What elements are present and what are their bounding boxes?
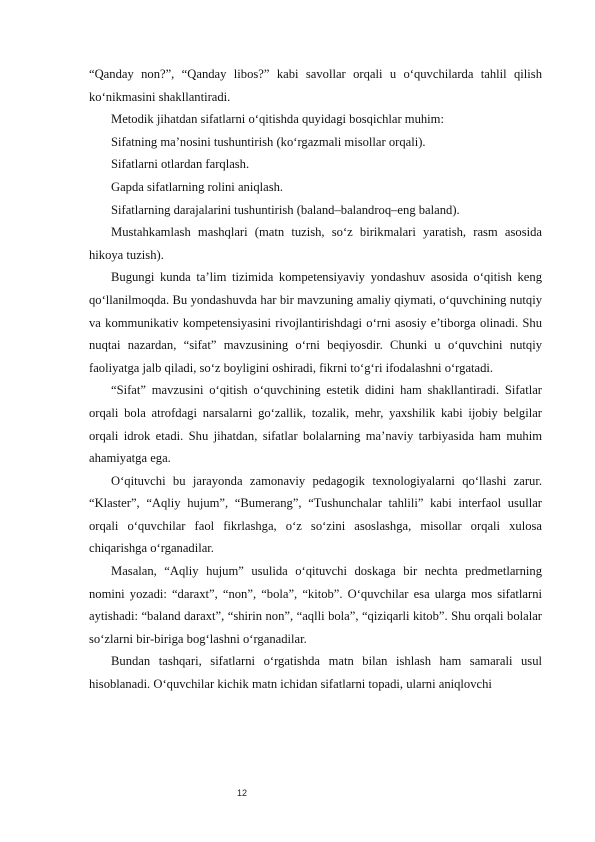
list-item-step-2: Sifatlarni otlardan farqlash.: [111, 157, 250, 172]
paragraph-example: Masalan, “Aqliy hujum” usulida o‘qituvchi doskaga bir nechta predmetlarning nomini yozadi: “daraxt”, “non”, “bola”, “kitob”. O‘quvchilar esa ularga mos sifatlarni aytishadi: “baland daraxt”, “shirin non”, “aqlli bola”, “qiziqarli kitob”. Shu orqali bolalar so‘zlarni bir-biriga bog‘lashni o‘rganadilar.: [89, 564, 542, 646]
list-item-step-1: Sifatning ma’nosini tushuntirish (ko‘rgazmali misollar orqali).: [111, 134, 426, 149]
paragraph-competency: Bugungi kunda ta’lim tizimida kompetensiyaviy yondashuv asosida o‘qitish keng qo‘llanilmoqda. Bu yondashuvda har bir mavzuning amaliy qiymati, o‘quvchining nutqiy va kommunikativ kompetensiyasini rivojlantirishdagi o‘rni asosiy e’tiborga olinadi. Shu nuqtai nazardan, “sifat” mavzusining o‘rni beqiyosdir. Chunki u o‘quvchini nutqiy faoliyatga jalb qiladi, so‘z boyligini oshiradi, fikrni to‘g‘ri ifodalashni o‘rgatadi.: [89, 270, 542, 375]
paragraph-text-work: Bundan tashqari, sifatlarni o‘rgatishda matn bilan ishlash ham samarali usul hisoblanadi. O‘quvchilar kichik matn ichidan sifatlarni topadi, ularni aniqlovchi: [89, 654, 542, 692]
list-item-step-3: Gapda sifatlarning rolini aniqlash.: [111, 179, 284, 194]
list-item-step-5: Mustahkamlash mashqlari (matn tuzish, so‘z birikmalari yaratish, rasm asosida hikoya tuzish).: [89, 225, 542, 262]
paragraph-1: “Qanday non?”, “Qanday libos?” kabi savollar orqali u o‘quvchilarda tahlil qilish ko‘nikmasini shakllantiradi.: [89, 67, 542, 104]
paragraph-2: Metodik jihatdan sifatlarni o‘qitishda quyidagi bosqichlar muhim:: [111, 112, 444, 127]
document-body: [89, 63, 542, 696]
paragraph-technologies: O‘qituvchi bu jarayonda zamonaviy pedagogik texnologiyalarni qo‘llashi zarur. “Klaster”, “Aqliy hujum”, “Bumerang”, “Tushunchalar tahlili” kabi interfaol usullar orqali o‘quvchilar faol fikrlashga, o‘z so‘zini asoslashga, misollar orqali xulosa chiqarishga o‘rganadilar.: [89, 473, 542, 556]
paragraph-aesthetic: “Sifat” mavzusini o‘qitish o‘quvchining estetik didini ham shakllantiradi. Sifatlar orqali bola atrofdagi narsalarni go‘zallik, tozalik, mehr, yaxshilik kabi ijobiy belgilar orqali idrok etadi. Shu jihatdan, sifatlar bolalarning ma’naviy tarbiyasida ham muhim ahamiyatga ega.: [89, 383, 542, 466]
list-item-step-4: Sifatlarning darajalarini tushuntirish (baland–balandroq–eng baland).: [111, 202, 460, 217]
page-number: 12: [237, 788, 248, 798]
